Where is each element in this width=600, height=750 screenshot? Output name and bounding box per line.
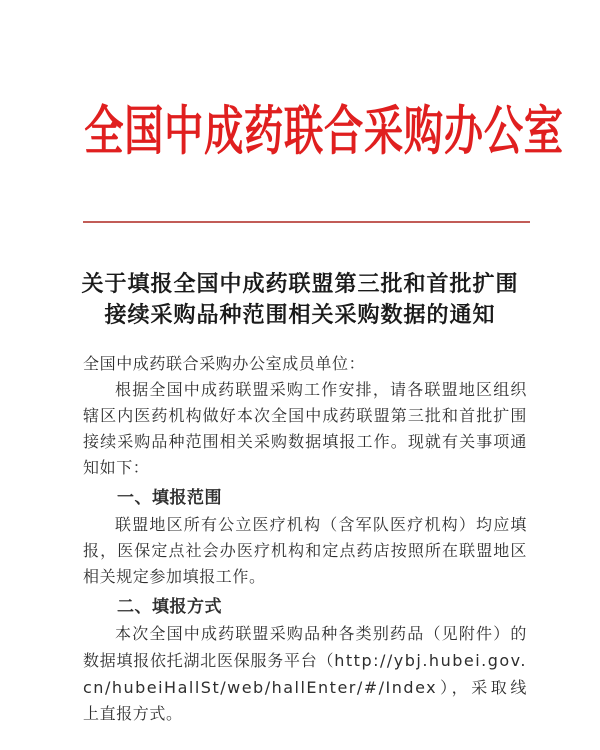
- salutation: 全国中成药联合采购办公室成员单位：: [83, 356, 366, 373]
- intro-paragraph: 根据全国中成药联盟采购工作安排，请各联盟地区组织辖区内医药机构做好本次全国中成药联盟第三批和首批扩围接续采购品种范围相关采购数据填报工作。现就有关事项通知如下：: [83, 382, 527, 477]
- section-1-paragraph: 联盟地区所有公立医疗机构（含军队医疗机构）均应填报，医保定点社会办医疗机构和定点药店按照所在联盟地区相关规定参加填报工作。: [83, 517, 527, 586]
- section-1-heading: 一、填报范围: [117, 488, 222, 507]
- document-title-line-1: 关于填报全国中成药联盟第三批和首批扩围: [81, 271, 519, 296]
- section-2-text-before-url: 本次全国中成药联盟采购品种各类别药品（见附件）的数据填报依托湖北医保服务平台（: [83, 626, 527, 670]
- letterhead-org-name: 全国中成药联合采购办公室: [84, 103, 564, 161]
- section-2-paragraph: [83, 622, 527, 728]
- letterhead: [0, 100, 600, 164]
- document-body: [83, 352, 527, 728]
- section-2-text-after-url: ），采取线上直报方式。: [83, 680, 527, 723]
- portal-url: http://ybj.hubei.gov.cn/hubeiHallSt/web/hallEnter/#/Index: [83, 651, 527, 697]
- document-title: [0, 268, 600, 330]
- section-2-heading: 二、填报方式: [117, 597, 222, 616]
- red-divider-line: [83, 221, 530, 223]
- document-title-line-2: 接续采购品种范围相关采购数据的通知: [104, 302, 496, 327]
